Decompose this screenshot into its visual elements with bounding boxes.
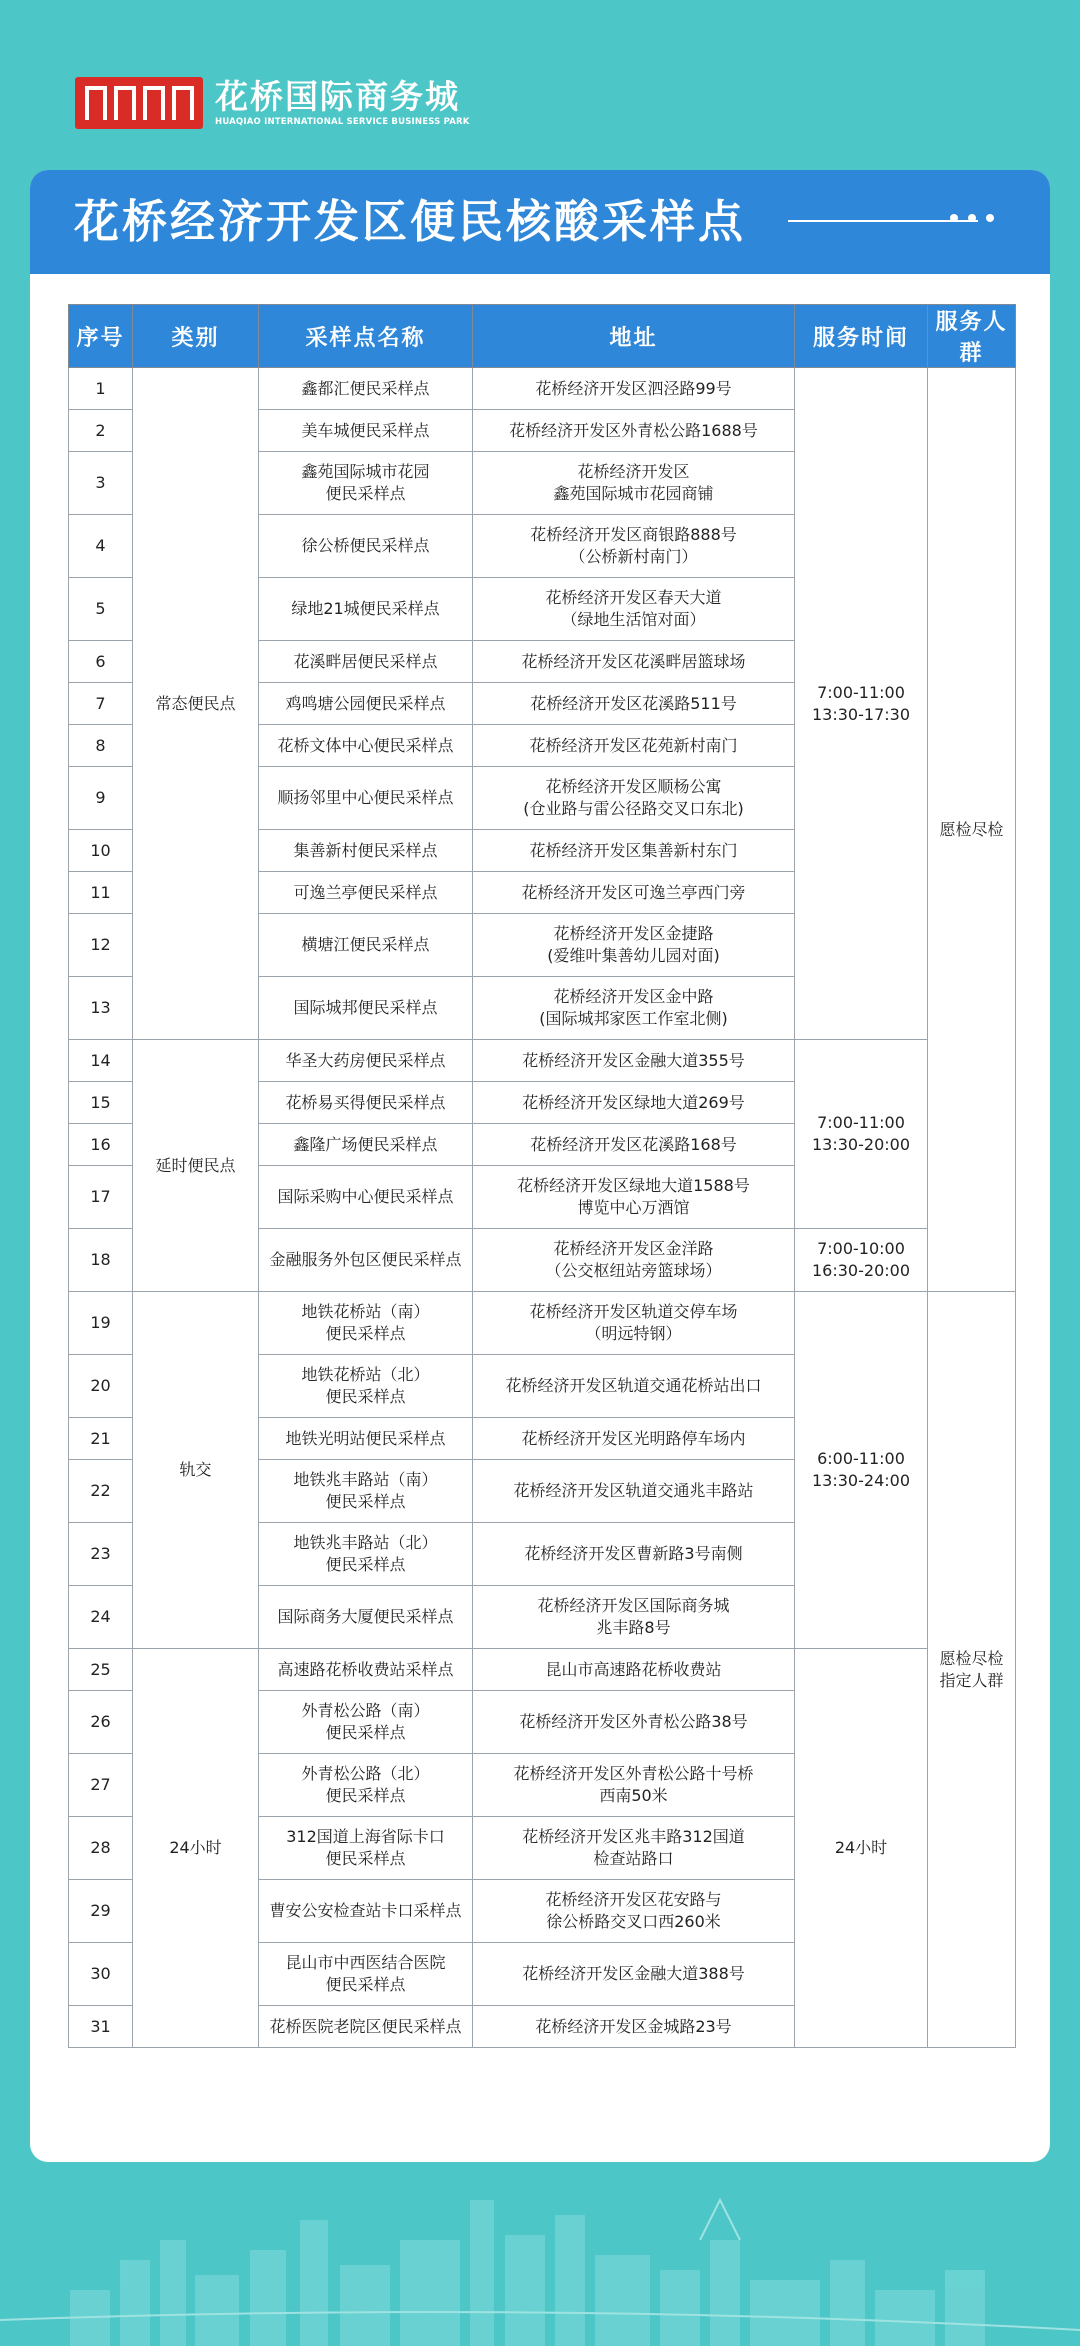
row-number: 26 bbox=[69, 1691, 133, 1754]
row-number: 5 bbox=[69, 578, 133, 641]
header-category: 类别 bbox=[133, 305, 259, 368]
address-line: 检查站路口 bbox=[593, 1849, 674, 1868]
audience-cell bbox=[928, 368, 1016, 1292]
row-number: 17 bbox=[69, 1166, 133, 1229]
site-name-cell bbox=[259, 1754, 473, 1817]
row-number: 11 bbox=[69, 872, 133, 914]
address-cell bbox=[473, 872, 795, 914]
address-cell bbox=[473, 1649, 795, 1691]
site-name-line: 曹安公安检查站卡口采样点 bbox=[269, 1901, 462, 1920]
address-line: 花桥经济开发区国际商务城 bbox=[537, 1596, 730, 1615]
address-line: 花桥经济开发区 bbox=[577, 462, 690, 481]
row-number: 1 bbox=[69, 368, 133, 410]
address-cell bbox=[473, 830, 795, 872]
table-row bbox=[69, 1649, 1016, 1691]
row-number: 27 bbox=[69, 1754, 133, 1817]
address-cell bbox=[473, 368, 795, 410]
site-name-line: 高速路花桥收费站采样点 bbox=[277, 1659, 454, 1679]
site-name-line: 便民采样点 bbox=[325, 1723, 406, 1742]
site-name-cell bbox=[259, 977, 473, 1040]
row-number: 23 bbox=[69, 1523, 133, 1586]
address-line: (爱维叶集善幼儿园对面) bbox=[547, 946, 720, 965]
row-number: 18 bbox=[69, 1229, 133, 1292]
audience-cell bbox=[928, 1292, 1016, 2048]
site-name-line: 集善新村便民采样点 bbox=[293, 840, 438, 860]
row-number: 8 bbox=[69, 725, 133, 767]
site-name-line: 徐公桥便民采样点 bbox=[301, 536, 430, 555]
site-name-line: 昆山市中西医结合医院 bbox=[285, 1953, 446, 1972]
site-name-line: 国际采购中心便民采样点 bbox=[277, 1187, 454, 1206]
site-name-line: 鸡鸣塘公园便民采样点 bbox=[285, 693, 446, 713]
logo-mark-icon bbox=[75, 77, 203, 129]
site-name-line: 便民采样点 bbox=[325, 1387, 406, 1406]
row-number: 31 bbox=[69, 2006, 133, 2048]
site-name-line: 花桥易买得便民采样点 bbox=[285, 1092, 446, 1112]
site-name-line: 312国道上海省际卡口 bbox=[286, 1827, 445, 1846]
site-name-line: 顺扬邻里中心便民采样点 bbox=[277, 788, 454, 807]
header-decoration-dots bbox=[950, 214, 994, 222]
address-line: 兆丰路8号 bbox=[596, 1618, 671, 1637]
address-line: （公桥新村南门） bbox=[569, 547, 698, 566]
header-service-time: 服务时间 bbox=[795, 305, 928, 368]
site-name-line: 地铁花桥站（北） bbox=[301, 1365, 430, 1384]
site-name-line: 地铁兆丰路站（北） bbox=[293, 1533, 438, 1552]
row-number: 7 bbox=[69, 683, 133, 725]
address-line: 花桥经济开发区花苑新村南门 bbox=[529, 735, 738, 755]
address-cell bbox=[473, 977, 795, 1040]
address-line: 昆山市高速路花桥收费站 bbox=[545, 1659, 722, 1679]
address-line: （绿地生活馆对面） bbox=[561, 610, 706, 629]
site-name-line: 便民采样点 bbox=[325, 1786, 406, 1805]
row-number: 24 bbox=[69, 1586, 133, 1649]
address-cell bbox=[473, 2006, 795, 2048]
service-time-cell bbox=[795, 1649, 928, 2048]
site-name-cell bbox=[259, 452, 473, 515]
row-number: 4 bbox=[69, 515, 133, 578]
address-cell bbox=[473, 1523, 795, 1586]
row-number: 28 bbox=[69, 1817, 133, 1880]
service-time-cell bbox=[795, 368, 928, 1040]
row-number: 29 bbox=[69, 1880, 133, 1943]
address-line: 花桥经济开发区外青松公路十号桥 bbox=[513, 1764, 754, 1783]
address-cell bbox=[473, 1418, 795, 1460]
header-address: 地址 bbox=[473, 305, 795, 368]
address-cell bbox=[473, 1460, 795, 1523]
address-cell bbox=[473, 515, 795, 578]
table-row bbox=[69, 1292, 1016, 1355]
table-header-row bbox=[69, 305, 1016, 368]
category-cell: 延时便民点 bbox=[133, 1040, 259, 1292]
address-cell bbox=[473, 1082, 795, 1124]
address-line: 花桥经济开发区花溪路168号 bbox=[530, 1134, 737, 1154]
site-name-cell bbox=[259, 683, 473, 725]
site-name-line: 地铁兆丰路站（南） bbox=[293, 1470, 438, 1489]
row-number: 13 bbox=[69, 977, 133, 1040]
address-line: 花桥经济开发区花溪畔居篮球场 bbox=[521, 651, 746, 671]
site-name-cell bbox=[259, 1166, 473, 1229]
address-cell bbox=[473, 914, 795, 977]
row-number: 6 bbox=[69, 641, 133, 683]
address-cell bbox=[473, 1586, 795, 1649]
address-cell bbox=[473, 1124, 795, 1166]
site-name-cell bbox=[259, 1040, 473, 1082]
page-title: 花桥经济开发区便民核酸采样点 bbox=[74, 195, 747, 248]
address-line: 花桥经济开发区轨道交停车场 bbox=[529, 1302, 738, 1321]
category-cell: 24小时 bbox=[133, 1649, 259, 2048]
row-number: 20 bbox=[69, 1355, 133, 1418]
row-number: 3 bbox=[69, 452, 133, 515]
address-line: 花桥经济开发区光明路停车场内 bbox=[521, 1428, 746, 1448]
site-name-cell bbox=[259, 1880, 473, 1943]
address-line: 花桥经济开发区集善新村东门 bbox=[529, 840, 738, 860]
address-cell bbox=[473, 1292, 795, 1355]
site-name-line: 金融服务外包区便民采样点 bbox=[269, 1250, 462, 1269]
service-time-line: 13:30-24:00 bbox=[812, 1471, 910, 1490]
address-line: 花桥经济开发区轨道交通兆丰路站 bbox=[513, 1481, 754, 1500]
service-time-line: 16:30-20:00 bbox=[812, 1261, 910, 1280]
address-line: 西南50米 bbox=[599, 1786, 668, 1805]
table-row bbox=[69, 1040, 1016, 1082]
site-name-line: 美车城便民采样点 bbox=[301, 420, 430, 440]
address-line: 花桥经济开发区金中路 bbox=[553, 987, 714, 1006]
site-name-line: 外青松公路（南） bbox=[301, 1701, 430, 1720]
address-cell bbox=[473, 767, 795, 830]
header-audience: 服务人群 bbox=[928, 305, 1016, 368]
site-name-cell bbox=[259, 1292, 473, 1355]
address-line: 花桥经济开发区花溪路511号 bbox=[530, 693, 737, 713]
site-name-cell bbox=[259, 872, 473, 914]
address-cell bbox=[473, 725, 795, 767]
site-name-line: 花溪畔居便民采样点 bbox=[293, 651, 438, 671]
address-line: 花桥经济开发区金捷路 bbox=[553, 924, 714, 943]
address-cell bbox=[473, 1040, 795, 1082]
header-site-name: 采样点名称 bbox=[259, 305, 473, 368]
address-line: (仓业路与雷公径路交叉口东北) bbox=[523, 799, 744, 818]
site-name-cell bbox=[259, 1229, 473, 1292]
address-cell bbox=[473, 1880, 795, 1943]
site-name-line: 鑫苑国际城市花园 bbox=[301, 462, 430, 481]
address-line: (国际城邦家医工作室北侧) bbox=[539, 1009, 728, 1028]
row-number: 2 bbox=[69, 410, 133, 452]
service-time-line: 7:00-11:00 bbox=[817, 1113, 905, 1132]
address-line: 花桥经济开发区金城路23号 bbox=[535, 2016, 732, 2036]
site-name-line: 便民采样点 bbox=[325, 1975, 406, 1994]
service-time-line: 6:00-11:00 bbox=[817, 1449, 905, 1468]
row-number: 10 bbox=[69, 830, 133, 872]
site-name-cell bbox=[259, 2006, 473, 2048]
site-name-cell bbox=[259, 641, 473, 683]
address-line: 花桥经济开发区外青松公路38号 bbox=[519, 1712, 748, 1731]
site-name-line: 鑫隆广场便民采样点 bbox=[293, 1134, 438, 1154]
address-line: 花桥经济开发区泗泾路99号 bbox=[535, 378, 732, 398]
site-name-line: 绿地21城便民采样点 bbox=[291, 599, 440, 618]
address-line: 花桥经济开发区春天大道 bbox=[545, 588, 722, 607]
address-cell bbox=[473, 1355, 795, 1418]
site-name-cell bbox=[259, 1817, 473, 1880]
site-name-line: 便民采样点 bbox=[325, 1849, 406, 1868]
site-name-line: 花桥文体中心便民采样点 bbox=[277, 735, 454, 755]
address-cell bbox=[473, 1754, 795, 1817]
service-time-cell bbox=[795, 1229, 928, 1292]
address-line: 花桥经济开发区绿地大道1588号 bbox=[517, 1176, 750, 1195]
sampling-sites-table bbox=[68, 304, 1016, 2048]
table-row bbox=[69, 368, 1016, 410]
row-number: 30 bbox=[69, 1943, 133, 2006]
address-cell bbox=[473, 452, 795, 515]
address-line: 花桥经济开发区绿地大道269号 bbox=[522, 1092, 745, 1112]
address-cell bbox=[473, 1166, 795, 1229]
service-time-line: 24小时 bbox=[834, 1838, 888, 1857]
row-number: 16 bbox=[69, 1124, 133, 1166]
service-time-line: 7:00-10:00 bbox=[817, 1239, 905, 1258]
site-name-line: 花桥医院老院区便民采样点 bbox=[269, 2016, 462, 2036]
audience-line: 愿检尽检 bbox=[939, 1648, 1004, 1668]
service-time-line: 13:30-20:00 bbox=[812, 1135, 910, 1154]
address-line: （公交枢纽站旁篮球场） bbox=[545, 1261, 722, 1280]
site-name-cell bbox=[259, 1649, 473, 1691]
logo-name-en: HUAQIAO INTERNATIONAL SERVICE BUSINESS PARK bbox=[215, 117, 470, 127]
service-time-cell bbox=[795, 1040, 928, 1229]
site-name-cell bbox=[259, 725, 473, 767]
address-line: 花桥经济开发区兆丰路312国道 bbox=[522, 1827, 745, 1846]
site-name-cell bbox=[259, 1691, 473, 1754]
site-name-cell bbox=[259, 914, 473, 977]
address-line: 鑫苑国际城市花园商铺 bbox=[553, 484, 714, 503]
site-name-cell bbox=[259, 1355, 473, 1418]
site-name-line: 便民采样点 bbox=[325, 1555, 406, 1574]
row-number: 22 bbox=[69, 1460, 133, 1523]
site-name-line: 便民采样点 bbox=[325, 484, 406, 503]
site-name-cell bbox=[259, 515, 473, 578]
site-name-line: 外青松公路（北） bbox=[301, 1764, 430, 1783]
site-name-line: 国际商务大厦便民采样点 bbox=[277, 1607, 454, 1626]
address-line: 花桥经济开发区花安路与 bbox=[545, 1890, 722, 1909]
address-line: 花桥经济开发区可逸兰亭西门旁 bbox=[521, 882, 746, 902]
address-line: 博览中心万酒馆 bbox=[577, 1198, 690, 1217]
site-name-line: 便民采样点 bbox=[325, 1324, 406, 1343]
address-line: （明远特钢） bbox=[585, 1324, 682, 1343]
address-cell bbox=[473, 578, 795, 641]
category-cell: 轨交 bbox=[133, 1292, 259, 1649]
audience-line: 指定人群 bbox=[939, 1670, 1004, 1690]
content-card bbox=[30, 170, 1050, 2162]
service-time-line: 13:30-17:30 bbox=[812, 704, 910, 724]
category-cell: 常态便民点 bbox=[133, 368, 259, 1040]
site-name-cell bbox=[259, 1943, 473, 2006]
address-cell bbox=[473, 410, 795, 452]
service-time-line: 7:00-11:00 bbox=[817, 682, 905, 702]
address-cell bbox=[473, 683, 795, 725]
address-line: 花桥经济开发区外青松公路1688号 bbox=[509, 420, 758, 440]
site-name-cell bbox=[259, 1523, 473, 1586]
address-line: 花桥经济开发区金洋路 bbox=[553, 1239, 714, 1258]
address-cell bbox=[473, 641, 795, 683]
row-number: 14 bbox=[69, 1040, 133, 1082]
address-cell bbox=[473, 1943, 795, 2006]
address-line: 花桥经济开发区金融大道388号 bbox=[522, 1964, 745, 1983]
site-name-line: 国际城邦便民采样点 bbox=[293, 998, 438, 1017]
header-number: 序号 bbox=[69, 305, 133, 368]
address-cell bbox=[473, 1691, 795, 1754]
audience-line: 愿检尽检 bbox=[939, 819, 1004, 839]
logo bbox=[75, 75, 470, 131]
site-name-cell bbox=[259, 1586, 473, 1649]
site-name-line: 地铁光明站便民采样点 bbox=[285, 1428, 446, 1448]
site-name-cell bbox=[259, 1124, 473, 1166]
service-time-cell bbox=[795, 1292, 928, 1649]
site-name-cell bbox=[259, 578, 473, 641]
address-line: 花桥经济开发区曹新路3号南侧 bbox=[524, 1544, 743, 1563]
site-name-line: 鑫都汇便民采样点 bbox=[301, 378, 430, 398]
site-name-cell bbox=[259, 368, 473, 410]
site-name-line: 便民采样点 bbox=[325, 1492, 406, 1511]
row-number: 19 bbox=[69, 1292, 133, 1355]
site-name-cell bbox=[259, 767, 473, 830]
logo-text bbox=[215, 78, 470, 128]
address-line: 花桥经济开发区商银路888号 bbox=[530, 525, 737, 544]
row-number: 15 bbox=[69, 1082, 133, 1124]
site-name-line: 横塘江便民采样点 bbox=[301, 935, 430, 954]
site-name-line: 可逸兰亭便民采样点 bbox=[293, 882, 438, 902]
address-line: 花桥经济开发区轨道交通花桥站出口 bbox=[505, 1376, 762, 1395]
address-line: 徐公桥路交叉口西260米 bbox=[546, 1912, 721, 1931]
site-name-cell bbox=[259, 1460, 473, 1523]
address-cell bbox=[473, 1229, 795, 1292]
row-number: 21 bbox=[69, 1418, 133, 1460]
row-number: 12 bbox=[69, 914, 133, 977]
city-skyline-illustration bbox=[0, 2180, 1080, 2346]
row-number: 25 bbox=[69, 1649, 133, 1691]
site-name-cell bbox=[259, 1082, 473, 1124]
card-header bbox=[30, 170, 1050, 274]
site-name-line: 地铁花桥站（南） bbox=[301, 1302, 430, 1321]
site-name-cell bbox=[259, 410, 473, 452]
site-name-cell bbox=[259, 1418, 473, 1460]
address-cell bbox=[473, 1817, 795, 1880]
logo-name-cn: 花桥国际商务城 bbox=[215, 77, 460, 116]
row-number: 9 bbox=[69, 767, 133, 830]
site-name-cell bbox=[259, 830, 473, 872]
site-name-line: 华圣大药房便民采样点 bbox=[285, 1050, 446, 1070]
address-line: 花桥经济开发区金融大道355号 bbox=[522, 1050, 745, 1070]
address-line: 花桥经济开发区顺杨公寓 bbox=[545, 777, 722, 796]
